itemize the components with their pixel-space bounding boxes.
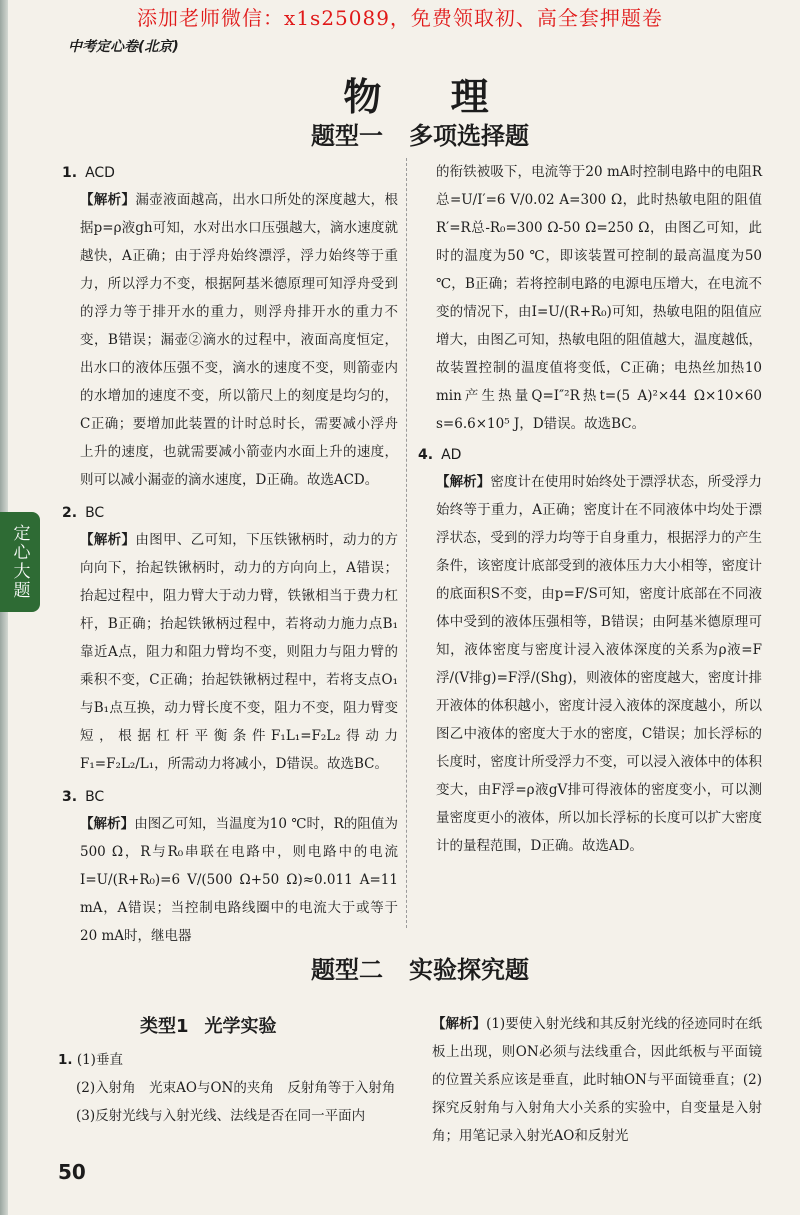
section-heading-2-name: 实验探究题: [409, 956, 529, 984]
question-1-analysis: [62, 186, 398, 494]
question-answer: BC: [85, 789, 105, 805]
analysis-text: 由图乙可知，当温度为10 ℃时，R的阻值为500 Ω，R与R₀串联在电路中，则电路中的电流I=U/(R+R₀)=6 V/(500 Ω+50 Ω)≈0.011 A=11 mA，A错误；当控制电路线圈中的电流大于或等于20 mA时，继电器: [80, 816, 398, 944]
analysis-text: 漏壶液面越高，出水口所处的深度越大，根据p=ρ液gh可知，水对出水口压强越大，滴水速度就越快，A正确；由于浮舟始终漂浮，浮力始终等于重力，所以浮力不变，根据阿基米德原理可知浮舟受到的浮力等于排开水的重力，则浮舟排开水的重力不变，B错误；漏壶②滴水的过程中，液面高度恒定，出水口的液体压强不变，滴水的速度不变，则箭壶内的水增加的速度不变，所以箭尺上的刻度是均匀的，C正确；要增加此装置的计时总时长，需要减小浮舟上升的速度，也就需要减小箭壶内水面上升的速度，则可以减小漏壶的滴水速度，D正确。故选ACD。: [80, 192, 399, 488]
analysis-text: (1)要使入射光线和其反射光线的径迹同时在纸板上出现，则ON必须与法线重合，因此纸板与平面镜的位置关系应该是垂直，此时轴ON与平面镜垂直；(2)探究反射角与入射角大小关系的实验中，自变量是入射角；用笔记录入射光AO和反射光: [432, 1016, 763, 1144]
page-number: 50: [58, 1160, 86, 1184]
right-column: [418, 158, 762, 860]
analysis-tag: 【解析】: [80, 816, 135, 832]
question-answer: AD: [441, 447, 462, 463]
analysis-text: 密度计在使用时始终处于漂浮状态，所受浮力始终等于重力，A正确；密度计在不同液体中均处于漂浮状态，受到的浮力均等于自身重力，根据浮力的产生条件，该密度计底部受到的液体压力大小相等，密度计的底面积S不变，由p=F/S可知，密度计底部在不同液体中受到的液体压强相等，B错误；由阿基米德原理可知，液体密度与密度计浸入液体深度的关系为ρ液=F浮/(V排g)=F浮/(Shg)，则液体的密度越大，密度计排开液体的体积越小，密度计浸入液体的深度越小，所以图乙中液体的密度大于水的密度，C错误；加长浮标的长度时，密度计所受浮力不变，可以浸入液体中的体积变大，由F浮=ρ液gV排可得液体的密度变小，可以测量密度更小的液体，所以加长浮标的长度可以扩大密度计的量程范围，D正确。故选AD。: [436, 474, 763, 854]
section-heading-2: [0, 950, 800, 985]
side-tab[interactable]: 定心大题: [0, 512, 40, 612]
subsection-label: 类型1: [140, 1016, 189, 1037]
question-3-header: [62, 784, 398, 810]
question-answer: ACD: [85, 165, 115, 181]
section-heading-1: [0, 116, 800, 151]
question-number: 1.: [62, 165, 78, 181]
section-heading-1-name: 多项选择题: [409, 122, 529, 150]
question-2-header: [62, 500, 398, 526]
question-4-header: [418, 442, 762, 468]
experiment-answer-1: [58, 1046, 398, 1074]
question-number: 3.: [62, 789, 78, 805]
analysis-tag: 【解析】: [80, 192, 136, 208]
promo-banner: 添加老师微信：x1s25089，免费领取初、高全套押题卷: [137, 6, 663, 30]
left-column: [62, 158, 398, 950]
subsection-heading: [140, 1012, 340, 1038]
question-2-analysis: [62, 526, 398, 778]
answer-line: (2)入射角 光束AO与ON的夹角 反射角等于入射角: [76, 1080, 396, 1096]
section-heading-2-label: 题型二: [311, 956, 383, 984]
section-heading-1-label: 题型一: [311, 122, 383, 150]
subsection-name: 光学实验: [204, 1016, 277, 1037]
question-number: 1.: [58, 1052, 73, 1068]
question-number: 2.: [62, 505, 78, 521]
question-3-analysis-continued: 的衔铁被吸下，电流等于20 mA时控制电路中的电阻R总=U/I′=6 V/0.02 A=300 Ω，此时热敏电阻的阻值R′=R总-R₀=300 Ω-50 Ω=250 Ω，由图乙可知，此时的温度为50 ℃，即该装置可控制的最高温度为50 ℃，B正确；若将控制电路的电源电压增大，在电流不变的情况下，由I=U/(R+R₀)可知，热敏电阻的阻值应增大，由图乙可知，热敏电阻的阻值越大，温度越低，故装置控制的温度值将变低，C正确；电热丝加热10 min产生热量Q=I″²R热t=(5 A)²×44 Ω×10×60 s=6.6×10⁵ J，D错误。故选BC。: [436, 164, 762, 432]
series-title: 中考定心卷(北京): [68, 39, 179, 55]
analysis-tag: 【解析】: [432, 1016, 487, 1032]
analysis-tag: 【解析】: [436, 474, 491, 490]
bottom-right-column: [418, 1010, 762, 1150]
question-answer: BC: [85, 505, 105, 521]
question-number: 4.: [418, 447, 434, 463]
answer-line: (1)垂直: [76, 1052, 123, 1068]
experiment-analysis: [418, 1010, 762, 1150]
page-title: 物 理: [343, 75, 517, 119]
question-3-analysis: [62, 810, 398, 950]
question-4-analysis: [418, 468, 762, 860]
question-1-header: [62, 160, 398, 186]
analysis-text: 由图甲、乙可知，下压铁锹柄时，动力的方向向下，抬起铁锹柄时，动力的方向向上，A错误；抬起过程中，阻力臂大于动力臂，铁锹相当于费力杠杆，B正确；抬起铁锹柄过程中，若将动力施力点B₁靠近A点，阻力和阻力臂均不变，则阻力与阻力臂的乘积不变，C正确；抬起铁锹柄过程中，若将支点O₁与B₁点互换，动力臂长度不变，阻力不变，阻力臂变短，根据杠杆平衡条件F₁L₁=F₂L₂得动力F₁=F₂L₂/L₁，所需动力将减小，D错误。故选BC。: [80, 532, 399, 772]
analysis-tag: 【解析】: [80, 532, 136, 548]
answer-line: (3)反射光线与入射光线、法线是否在同一平面内: [76, 1108, 366, 1124]
column-divider: [406, 158, 407, 928]
bottom-left-column: [58, 1046, 398, 1130]
